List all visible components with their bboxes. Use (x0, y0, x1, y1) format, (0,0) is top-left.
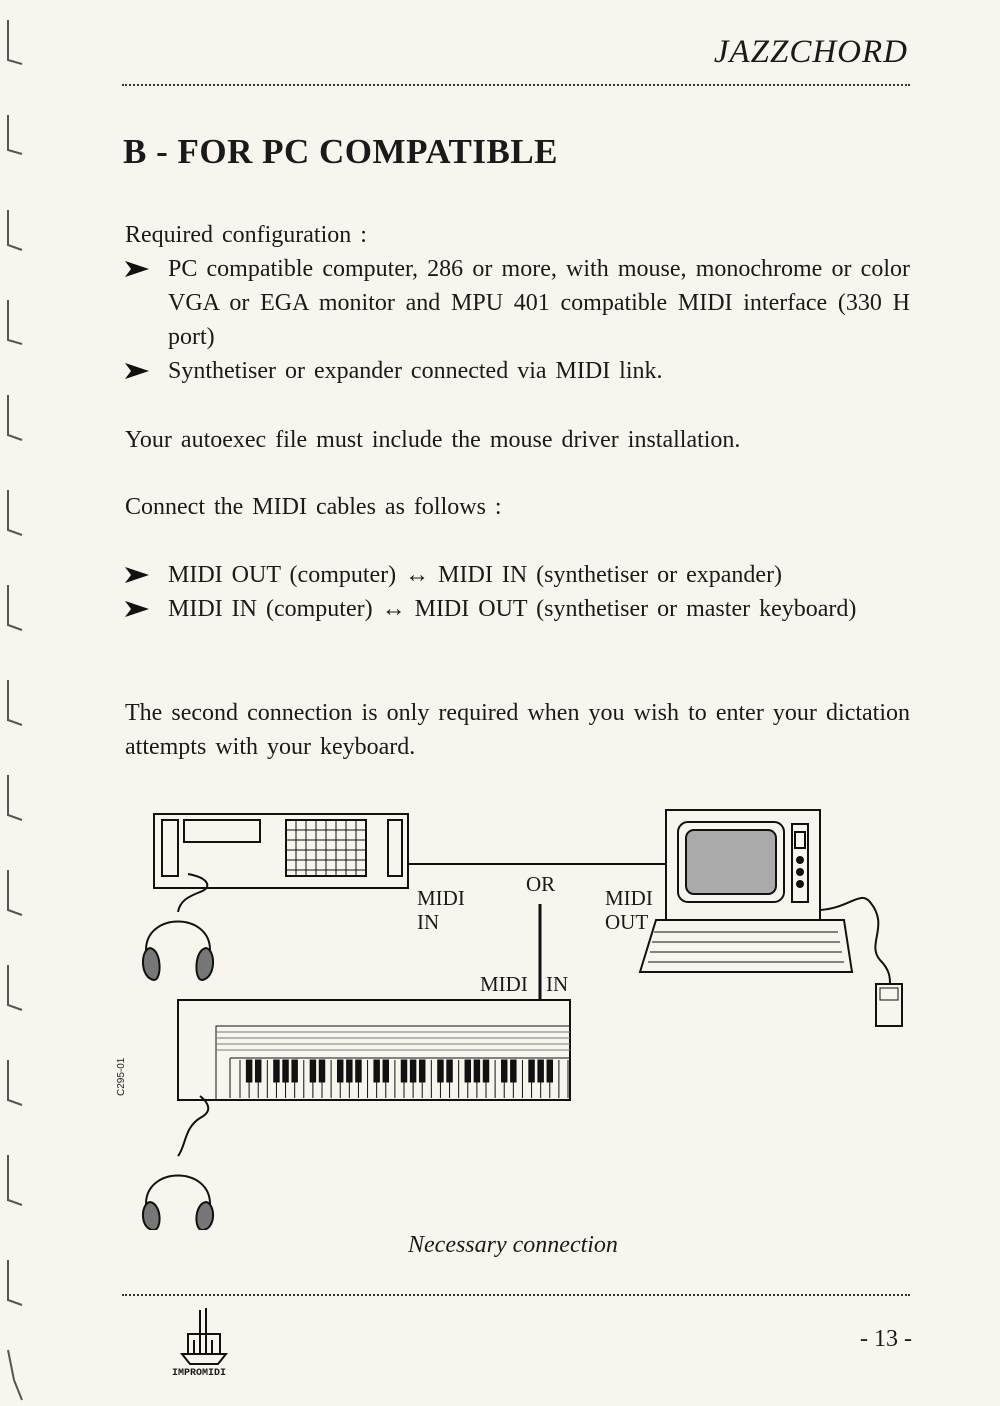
list-item (125, 252, 910, 354)
connect-intro: Connect the MIDI cables as follows : (125, 494, 502, 520)
expander-left-grille (162, 820, 178, 876)
label-midi-in-bottom: MIDI (480, 972, 528, 996)
running-header: JAZZCHORD (713, 34, 908, 70)
arrow-bullet-icon (125, 601, 149, 617)
black-key (447, 1060, 452, 1082)
list-item (125, 354, 910, 388)
black-key (356, 1060, 361, 1082)
list-item (125, 558, 910, 592)
black-key (292, 1060, 297, 1082)
black-key (419, 1060, 424, 1082)
diagram-drawing (100, 800, 920, 1230)
list-item (125, 592, 910, 626)
autoexec-paragraph: Your autoexec file must include the mouse driver installation. (125, 427, 741, 453)
binding-marks (0, 0, 40, 1406)
label-midi-in-left: MIDI IN (417, 886, 465, 934)
expander-display (184, 820, 260, 842)
black-key (347, 1060, 352, 1082)
black-key (511, 1060, 516, 1082)
black-key (501, 1060, 506, 1082)
black-key (465, 1060, 470, 1082)
black-key (310, 1060, 315, 1082)
config-intro: Required configuration : (125, 222, 367, 248)
connection-item-text: MIDI OUT (computer) ↔ MIDI IN (synthetiser or expander) (168, 562, 783, 588)
label-in-bottom: IN (546, 972, 569, 996)
black-key (529, 1060, 534, 1082)
figure-caption: Necessary connection (408, 1232, 618, 1258)
computer-keyboard (640, 920, 852, 972)
black-key (255, 1060, 260, 1082)
black-key (474, 1060, 479, 1082)
header-rule (122, 84, 910, 86)
black-key (383, 1060, 388, 1082)
footer-rule (122, 1294, 910, 1296)
black-key (401, 1060, 406, 1082)
label-midi-out: MIDI OUT (605, 886, 653, 934)
config-item-text: PC compatible computer, 286 or more, with mouse, monochrome or color VGA or EGA monitor and MPU 401 compatible MIDI interface (330 H port) (168, 256, 910, 350)
arrow-bullet-icon (125, 261, 149, 277)
connection-item-text: MIDI IN (computer) ↔ MIDI OUT (synthetiser or master keyboard) (168, 596, 857, 622)
black-key (274, 1060, 279, 1082)
expander-unit (154, 814, 408, 888)
black-key (337, 1060, 342, 1082)
logo-text: IMPROMIDI (172, 1368, 227, 1379)
black-key (483, 1060, 488, 1082)
config-list (125, 252, 910, 388)
black-key (410, 1060, 415, 1082)
connection-diagram (100, 800, 920, 1230)
black-key (538, 1060, 543, 1082)
connection-list (125, 558, 910, 626)
page-number: - 13 - (860, 1326, 912, 1352)
black-key (246, 1060, 251, 1082)
black-key (547, 1060, 552, 1082)
expander-right-grille (388, 820, 402, 876)
figure-code: C295-01 (116, 1057, 127, 1096)
arrow-bullet-icon (125, 567, 149, 583)
label-or: OR (526, 872, 556, 896)
section-title: B - FOR PC COMPATIBLE (123, 132, 559, 171)
black-key (438, 1060, 443, 1082)
black-key (319, 1060, 324, 1082)
black-key (283, 1060, 288, 1082)
arrow-bullet-icon (125, 363, 149, 379)
black-key (374, 1060, 379, 1082)
second-connection-note: The second connection is only required when you wish to enter your dictation attempts with your keyboard. (125, 700, 910, 760)
config-item-text: Synthetiser or expander connected via MIDI link. (168, 358, 663, 384)
